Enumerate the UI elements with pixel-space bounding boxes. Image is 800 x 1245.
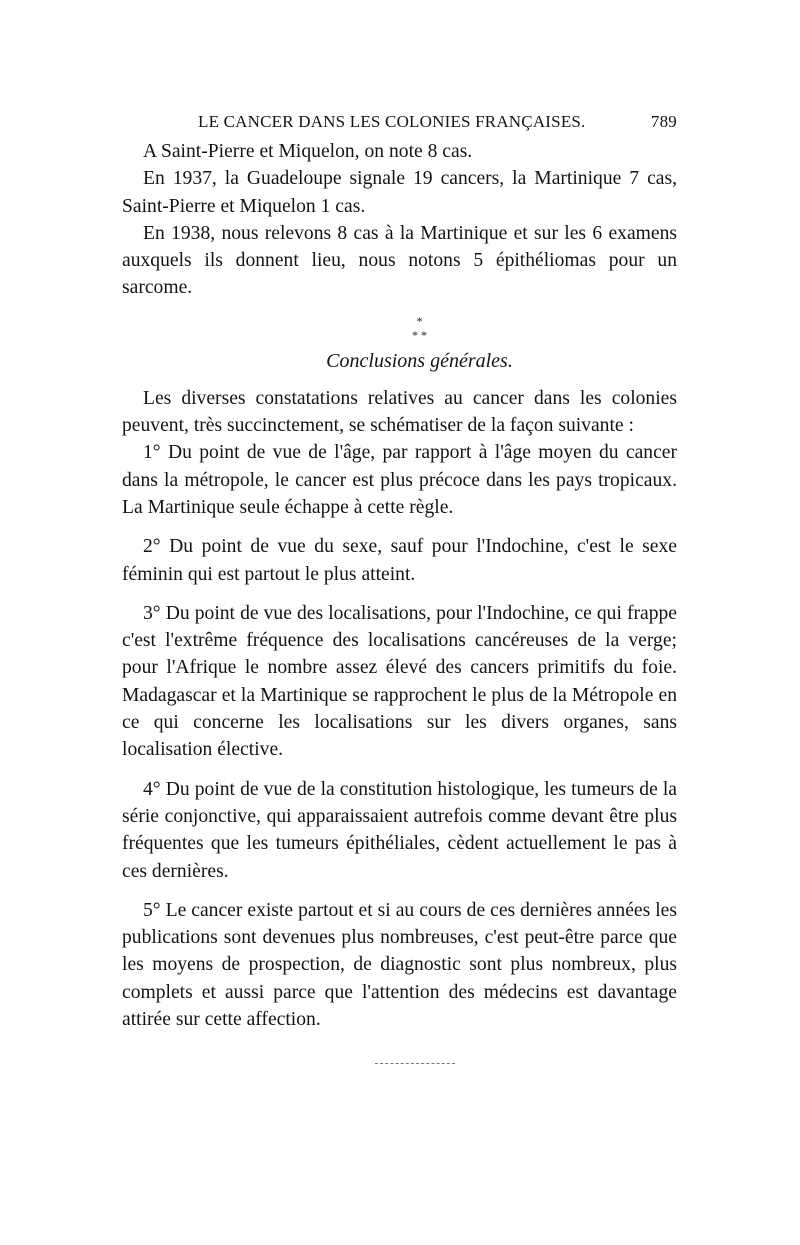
conclusions-intro: Les diverses constatations relatives au cancer dans les colonies peuvent, très succinctement, se schématiser de la façon suivante :	[122, 387, 677, 437]
ornament-top: *	[416, 313, 423, 328]
conclusion-age: 1° Du point de vue de l'âge, par rapport à l'âge moyen du cancer dans la métropole, le cancer est plus précoce dans les pays tropicaux. La Martinique seule échappe à cette règle.	[122, 442, 677, 518]
conclusion-sex: 2° Du point de vue du sexe, sauf pour l'Indochine, c'est le sexe féminin qui est partout le plus atteint.	[122, 536, 677, 585]
section-ornament	[162, 314, 677, 342]
conclusion-histology: 4° Du point de vue de la constitution histologique, les tumeurs de la série conjonctive, qui apparaissaient autrefois comme devant être plus fréquentes que les tumeurs épithéliales, cèdent actuellement le pas à ces dernières.	[122, 778, 677, 882]
section-title: Conclusions générales.	[326, 349, 513, 372]
running-title: LE CANCER DANS LES COLONIES FRANÇAISES.	[198, 112, 586, 131]
document-page	[122, 112, 677, 1064]
paragraph-1937: En 1937, la Guadeloupe signale 19 cancers, la Martinique 7 cas, Saint-Pierre et Miquelon 1 cas.	[122, 168, 677, 217]
conclusion-prevalence: 5° Le cancer existe partout et si au cours de ces dernières années les publications sont devenues plus nombreuses, c'est peut-être parce que les moyens de prospection, de diagnostic sont plus nombreux, plus complets et aussi parce que l'attention des médecins est davantage attirée sur cette affection.	[122, 899, 677, 1031]
paragraph-1938: En 1938, nous relevons 8 cas à la Martinique et sur les 6 examens auxquels ils donnent lieu, nous notons 5 épithéliomas pour un sarcome.	[122, 222, 677, 299]
end-rule	[375, 1063, 455, 1064]
page-number: 789	[650, 112, 677, 131]
running-header	[122, 112, 677, 132]
ornament-bottom: * *	[412, 327, 427, 342]
paragraph-saint-pierre: A Saint-Pierre et Miquelon, on note 8 cas.	[143, 141, 473, 162]
conclusion-localisations: 3° Du point de vue des localisations, pour l'Indochine, ce qui frappe c'est l'extrême fréquence des localisations cancéreuses de la verge; pour l'Afrique le nombre assez élevé des cancers primitifs du foie. Madagascar et la Martinique se rapprochent le plus de la Métropole en ce qui concerne les localisations sur les divers organes, sans localisation élective.	[122, 602, 677, 761]
